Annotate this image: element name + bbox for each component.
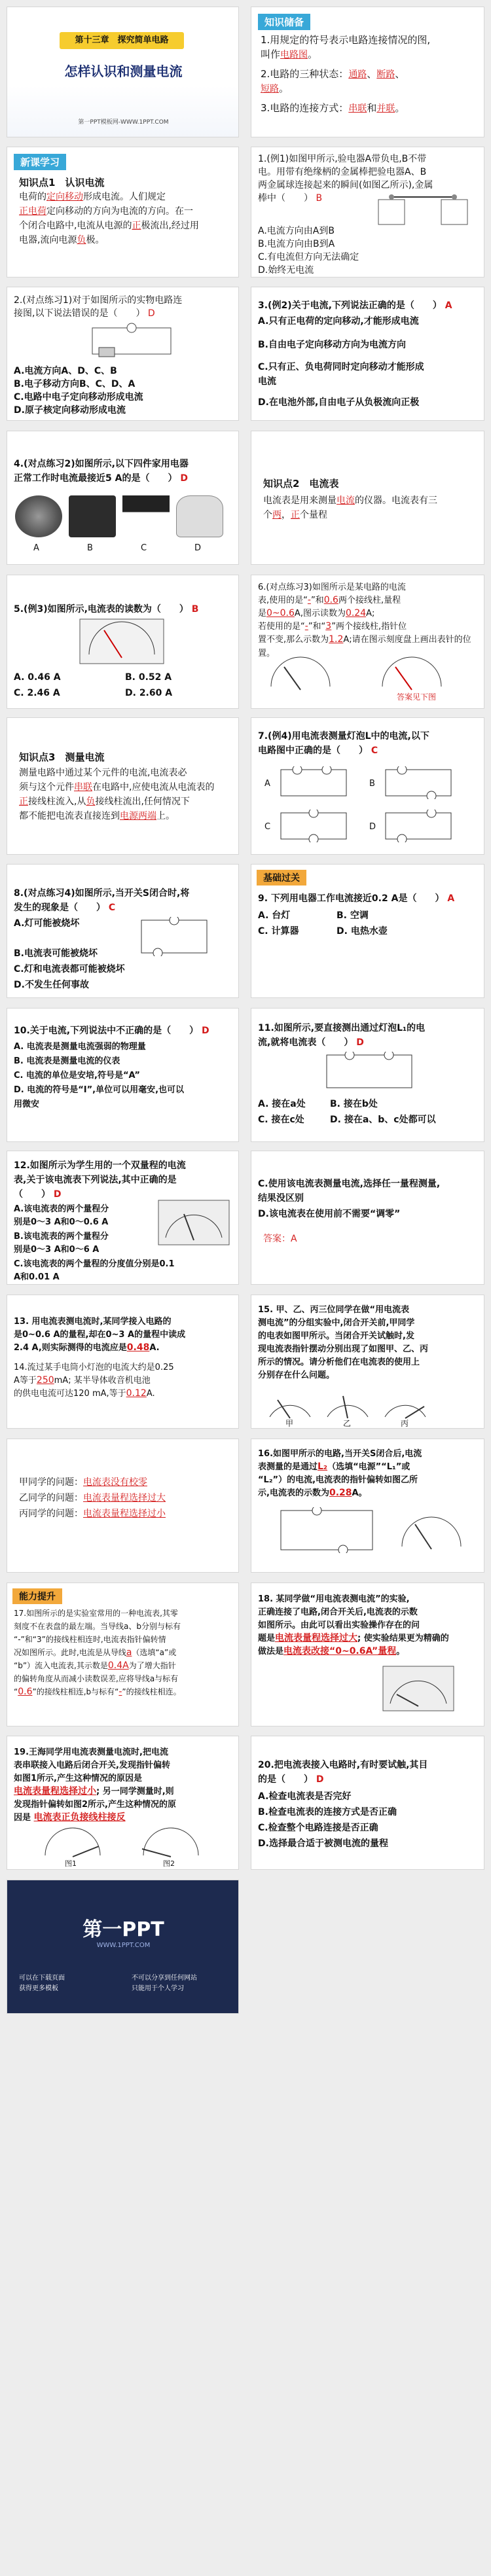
example-2-slide — [7, 287, 239, 421]
ex11-option-c: C. 接在c处 — [258, 1115, 304, 1125]
kp3-line-2: 须与这个元件串联在电路中,应使电流从电流表的 — [19, 782, 215, 793]
ex11-option-d: D. 接在a、b、c处都可以 — [330, 1115, 436, 1125]
example-4-slide — [7, 431, 239, 565]
ex15-line-3: 的电表如图甲所示。当闭合开关试触时,发 — [258, 1331, 414, 1341]
ex4-label-b: B — [87, 543, 93, 553]
ex12-option-b-cont: 别是0～3 A和0～6 A — [14, 1245, 100, 1255]
ex12-option-a: A.该电流表的两个量程分 — [14, 1204, 109, 1214]
ammeter-figure — [382, 1666, 454, 1711]
ex7-label-d: D — [369, 822, 376, 832]
chapter-label: 第十三章 探究简单电路 — [60, 32, 184, 49]
ex4-label-d: D — [194, 543, 202, 553]
ex15-line-2: 测电流”的分组实验中,闭合开关前,甲同学 — [258, 1318, 415, 1328]
ex4-label-a: A — [33, 543, 39, 553]
ex6-line-3: 是0~0.6A,图示读数为0.24A; — [258, 608, 375, 618]
ex1-stem-4: 棒中（ ） B — [258, 193, 323, 204]
ex10-option-d: D. 电流的符号是“I”,单位可以用毫安,也可以 — [14, 1085, 185, 1095]
section-tag: 能力提升 — [12, 1588, 62, 1604]
end-line-2: 获得更多模板 — [19, 1985, 58, 1992]
ex5-option-d: D. 2.60 A — [125, 688, 173, 698]
example-10-slide — [7, 1008, 239, 1142]
ex15-line-1: 15. 甲、乙、丙三位同学在做“用电流表 — [258, 1305, 410, 1315]
ex15b-line-1: 甲同学的问题：电流表没有校零 — [19, 1477, 147, 1488]
ex16-line-4: 示,电流表的示数为0.28A。 — [258, 1488, 367, 1498]
ex15-label-yi: 乙 — [343, 1419, 352, 1428]
ex9-option-d: D. 电热水壶 — [336, 926, 388, 937]
ns-line-1: 电荷的定向移动形成电流。人们规定 — [19, 192, 166, 202]
ability-line-5: “b”）流入电流表,其示数是0.4A为了增大指针 — [14, 1660, 176, 1671]
ex12-stem-3: （ ） D — [14, 1189, 62, 1200]
ex15-line-6: 分别存在什么问题。 — [258, 1370, 335, 1380]
ex10-stem: 10.关于电流,下列说法中不正确的是（ ） D — [14, 1026, 209, 1036]
ex3-option-a: A.只有正电荷的定向移动,才能形成电流 — [258, 316, 419, 327]
ex18-line-4: 题是电流表量程选择过大; 使实验结果更为精确的 — [258, 1633, 449, 1643]
kp2-line-1: 电流表是用来测量电流的仪器。电流表有三 — [263, 495, 437, 506]
ex10-option-a: A. 电流表是测量电流强弱的物理量 — [14, 1042, 146, 1052]
circuit-figure — [86, 321, 184, 361]
ks-line-5: 3.电路的连接方式：串联和并联。 — [261, 102, 405, 114]
ex6-line-1: 6.(对点练习3)如图所示是某电路的电流 — [258, 582, 406, 592]
ex6-line-2: 表,使用的是“-”和0.6两个接线柱,量程 — [258, 595, 401, 605]
ex19-line-4: 电流表量程选择过小; 另一同学测量时,则 — [14, 1786, 174, 1797]
kp3-heading: 知识点3 测量电流 — [19, 751, 105, 763]
ex1-stem-1: 1.(例1)如图甲所示,验电器A带负电,B不带 — [258, 154, 427, 164]
ammeter-jia — [264, 1387, 316, 1421]
ex5-option-b: B. 0.52 A — [125, 672, 172, 683]
ex12-option-b: B.该电流表的两个量程分 — [14, 1232, 109, 1242]
ex8-option-c: C.灯和电流表都可能被烧坏 — [14, 964, 125, 975]
example-11-slide — [251, 1008, 484, 1142]
ex19-fig2-label: 图2 — [163, 1859, 175, 1868]
ex7-label-a: A — [264, 779, 270, 789]
example-15-slide — [251, 1295, 484, 1429]
example-20-slide — [251, 1736, 484, 1870]
ex10-option-c: C. 电流的单位是安培,符号是“A” — [14, 1071, 140, 1081]
ex3-option-c: C.只有正、负电荷同时定向移动才能形成 — [258, 362, 424, 372]
ex13-line-3: 2.4 A,则实际测得的电流应是0.48A. — [14, 1342, 160, 1353]
ex1-option-b: B.电流方向由B到A — [258, 239, 335, 249]
ex2-option-d: D.原子核定向移动形成电流 — [14, 405, 126, 416]
ex13-line-1: 13. 用电流表测电流时,某同学接入电路的 — [14, 1317, 172, 1327]
ks-line-1: 1.用规定的符号表示电路连接情况的图, — [261, 34, 431, 46]
ex12-option-a-cont: 别是0～3 A和0～0.6 A — [14, 1217, 109, 1227]
ex14-line-1: 14.流过某手电筒小灯泡的电流大约是0.25 — [14, 1363, 174, 1372]
ex18-line-3: 如图所示。由此可以看出实验操作存在的问 — [258, 1620, 420, 1630]
appliance-rice-cooker-icon — [176, 495, 223, 537]
ex19-line-2: 表串联接入电路后闭合开关,发现指针偏转 — [14, 1761, 170, 1770]
knowledge-store-slide — [251, 7, 484, 137]
ability-line-4: 况如图所示。此时,电流是从导线a（选填“a”或 — [14, 1647, 177, 1658]
ability-slide — [7, 1583, 239, 1726]
kp3-line-3: 正接线柱流入,从负接线柱流出,任何情况下 — [19, 796, 190, 807]
ns-line-4: 电器,流向电源负极。 — [19, 235, 105, 245]
ex8-stem-2: 发生的现象是（ ） C — [14, 903, 116, 913]
ability-line-1: 17.如图所示的是实验室常用的一种电流表,其零 — [14, 1609, 178, 1618]
ex14-line-3: 的供电电流可达120 mA,等于0.12A. — [14, 1388, 155, 1399]
electroscope-figure — [376, 193, 474, 230]
circuit-option-c — [278, 810, 350, 842]
ex12b-option-c: C.使用该电流表测量电流,选择任一量程测量, — [258, 1179, 441, 1189]
example-7-slide — [251, 717, 484, 855]
ns-line-3: 个闭合电路中,电流从电源的正极流出,经过用 — [19, 221, 199, 231]
ex9-stem: 9. 下列用电器工作电流接近0.2 A是（ ） A — [258, 893, 455, 904]
ns-line-2: 正电荷定向移动的方向为电流的方向。在一 — [19, 206, 193, 217]
ex5-option-c: C. 2.46 A — [14, 688, 60, 698]
ex19-line-1: 19.王海同学用电流表测量电流时,把电流 — [14, 1747, 168, 1757]
ex2-stem-2: 接图,以下说法错误的是（ ） D — [14, 308, 155, 319]
ammeter-figure — [79, 618, 164, 664]
example-6-slide — [251, 575, 484, 709]
ex3-option-b: B.自由电子定向移动方向为电流方向 — [258, 340, 406, 350]
example-12-slide — [7, 1151, 239, 1285]
example-8-slide — [7, 864, 239, 998]
example-5-slide — [7, 575, 239, 709]
ex4-stem-1: 4.(对点练习2)如图所示,以下四件家用电器 — [14, 459, 189, 469]
ex18-line-1: 18. 某同学做“用电流表测电流”的实验, — [258, 1594, 410, 1604]
ability-line-6: 的偏转角度从而减小读数误差,应将导线a与标有 — [14, 1674, 179, 1683]
ex3-stem: 3.(例2)关于电流,下列说法正确的是（ ） A — [258, 300, 452, 311]
ex16-line-3: “L₂”）的电流,电流表的指针偏转如图乙所 — [258, 1475, 418, 1485]
ex6-line-4: 若使用的是“-”和“3”两个接线柱,指针位 — [258, 621, 407, 632]
ex4-label-c: C — [141, 543, 147, 553]
ex2-stem-1: 2.(对点练习1)对于如图所示的实物电路连 — [14, 295, 183, 306]
ammeter-figure — [395, 1507, 467, 1553]
brand-logo: 第一PPT — [82, 1918, 164, 1941]
ex1-option-a: A.电流方向由A到B — [258, 226, 335, 236]
ex7-stem-2: 电路图中正确的是（ ） C — [258, 745, 378, 756]
ex15b-line-3: 丙同学的问题：电流表量程选择过小 — [19, 1509, 166, 1519]
circuit-figure — [278, 1507, 376, 1553]
end-line-3: 不可以分享到任何网站 — [132, 1975, 197, 1982]
ex6-answer-note: 答案见下图 — [397, 692, 437, 702]
ammeter-figure — [158, 1200, 230, 1245]
ex9-option-b: B. 空调 — [336, 910, 369, 921]
ex1-option-c: C.有电流但方向无法确定 — [258, 252, 359, 262]
meter-row — [264, 1387, 431, 1421]
brand-url: WWW.1PPT.COM — [96, 1942, 151, 1949]
kp3-line-1: 测量电路中通过某个元件的电流,电流表必 — [19, 768, 187, 778]
ex3-option-c-cont: 电流 — [258, 376, 276, 387]
circuit-option-b — [382, 766, 454, 799]
ammeter-bing — [380, 1387, 431, 1421]
circuit-figure — [138, 917, 210, 956]
ex8-option-d: D.不发生任何事故 — [14, 980, 89, 990]
ex11-option-b: B. 接在b处 — [330, 1099, 378, 1109]
section-tag: 知识储备 — [258, 14, 310, 30]
circuit-figure — [323, 1052, 415, 1091]
ex12b-option-c-cont: 结果没区别 — [258, 1193, 304, 1204]
ex2-option-b: B.电子移动方向B、C、D、A — [14, 379, 136, 389]
basic-slide — [251, 864, 484, 998]
end-line-1: 可以在下载页面 — [19, 1975, 65, 1982]
ks-line-2: 叫作电路图。 — [261, 48, 318, 60]
ex18-line-5: 做法是电流表改接“0~0.6A”量程。 — [258, 1646, 405, 1656]
kp2-heading: 知识点2 电流表 — [263, 478, 339, 490]
example-16-slide — [251, 1439, 484, 1573]
ammeter-yi — [322, 1387, 373, 1421]
ex20-option-a: A.检查电流表是否完好 — [258, 1791, 352, 1802]
ex3-option-d: D.在电池外部,自由电子从负极流向正极 — [258, 397, 420, 408]
end-line-4: 只能用于个人学习 — [132, 1985, 184, 1992]
ex19-fig1-label: 图1 — [65, 1859, 77, 1868]
appliance-row — [15, 495, 223, 537]
appliance-lamp-icon — [122, 495, 170, 537]
ex1-stem-3: 两金属球连接起来的瞬间(如图乙所示),金属 — [258, 180, 433, 190]
ex5-option-a: A. 0.46 A — [14, 672, 61, 683]
ability-line-2: 刻度不在表盘的最左端。当导线a、b分别与标有 — [14, 1622, 181, 1631]
ex15-line-4: 现电流表指针摆动分别出现了如图甲、乙、丙 — [258, 1344, 429, 1354]
ex19-line-6: 因是 电流表正负接线柱接反 — [14, 1812, 126, 1823]
ex2-option-a: A.电流方向A、D、C、B — [14, 366, 117, 376]
main-title: 怎样认识和测量电流 — [64, 63, 183, 79]
heading: 知识点1 认识电流 — [19, 177, 105, 188]
ammeter-figure-1 — [40, 1827, 105, 1859]
ex7-stem-1: 7.(例4)用电流表测量灯泡L中的电流,以下 — [258, 731, 429, 742]
ex11-stem-1: 11.如图所示,要直接测出通过灯泡L₁的电 — [258, 1023, 426, 1033]
ex16-line-2: 表测量的是通过L₂（选填“电源”“L₁”或 — [258, 1461, 410, 1472]
ex8-stem-1: 8.(对点练习4)如图所示,当开关S闭合时,将 — [14, 888, 190, 899]
example-18-slide — [251, 1583, 484, 1726]
ex10-option-d-cont: 用微安 — [14, 1100, 40, 1109]
end-slide — [7, 1880, 239, 2014]
example-13-14-slide — [7, 1295, 239, 1429]
circuit-option-d — [382, 810, 454, 842]
section-tag: 基础过关 — [257, 870, 306, 885]
ex10-option-b: B. 电流表是测量电流的仪表 — [14, 1056, 120, 1066]
example-12b-slide — [251, 1151, 484, 1285]
ex1-option-d: D.始终无电流 — [258, 265, 314, 276]
ex14-line-2: A等于250mA; 某半导体收音机电池 — [14, 1375, 151, 1386]
ex12b-answer: 答案：A — [263, 1234, 297, 1244]
ex19-line-3: 如图1所示,产生这种情况的原因是 — [14, 1774, 142, 1783]
ks-line-4: 短路。 — [261, 82, 289, 94]
ex7-label-c: C — [264, 822, 271, 832]
example-3-slide — [251, 287, 484, 421]
knowledge-point-3-slide — [7, 717, 239, 855]
ammeter-figure-2 — [138, 1827, 204, 1859]
ex12-option-c-cont: A和0.01 A — [14, 1272, 60, 1282]
ex8-option-b: B.电流表可能被烧坏 — [14, 948, 98, 959]
ex19-line-5: 发现指针偏转如图2所示,产生这种情况的原 — [14, 1800, 176, 1810]
new-study-slide — [7, 147, 239, 277]
appliance-fan-icon — [15, 495, 62, 537]
ex15-label-jia: 甲 — [285, 1419, 294, 1428]
ex11-option-a: A. 接在a处 — [258, 1099, 306, 1109]
example-15b-slide — [7, 1439, 239, 1573]
example-19-slide — [7, 1736, 239, 1870]
ex8-option-a: A.灯可能被烧坏 — [14, 918, 80, 929]
example-1-slide — [251, 147, 484, 277]
ex20-option-c: C.检查整个电路连接是否正确 — [258, 1823, 378, 1833]
ability-line-7: “0.6”的接线柱相连,b与标有“-”的接线柱相连。 — [14, 1687, 181, 1697]
ex16-line-1: 16.如图甲所示的电路,当开关S闭合后,电流 — [258, 1449, 422, 1459]
ex12-stem-2: 表,关于该电流表下列说法,其中正确的是 — [14, 1175, 177, 1185]
ex15-label-bing: 丙 — [401, 1419, 409, 1428]
ability-line-3: “-”和“3”的接线柱相连时,电流表指针偏转情 — [14, 1635, 166, 1644]
ex2-option-c: C.电路中电子定向移动形成电流 — [14, 392, 143, 402]
ex20-stem-1: 20.把电流表接入电路时,有时要试触,其目 — [258, 1760, 428, 1770]
ex20-option-b: B.检查电流表的连接方式是否正确 — [258, 1807, 397, 1817]
ex6-line-5: 置不变,那么示数为1.2A;请在图示刻度盘上画出表针的位置。 — [258, 634, 471, 658]
ex13-line-2: 是0~0.6 A的量程,却在0~3 A的量程中读成 — [14, 1330, 186, 1340]
kp3-line-4: 都不能把电流表直接连到电源两端上。 — [19, 811, 175, 821]
ex20-stem-2: 的是（ ） D — [258, 1774, 324, 1785]
ex1-stem-2: 电。用带有绝缘柄的金属棒把验电器A、B — [258, 167, 427, 177]
ex11-stem-2: 流,就将电流表（ ） D — [258, 1037, 364, 1048]
ex5-stem: 5.(例3)如图所示,电流表的读数为（ ） B — [14, 604, 199, 615]
ex12-stem-1: 12.如图所示为学生用的一个双量程的电流 — [14, 1160, 186, 1171]
ex12-option-c: C.该电流表的两个量程的分度值分别是0.1 — [14, 1259, 175, 1269]
ks-line-3: 2.电路的三种状态：通路、断路、 — [261, 68, 405, 80]
title-slide — [7, 7, 239, 137]
ammeter-figure-left — [264, 654, 336, 693]
ex7-label-b: B — [369, 779, 375, 789]
ammeter-figure-right — [376, 654, 448, 693]
knowledge-point-2-slide — [251, 431, 484, 565]
ex9-option-a: A. 台灯 — [258, 910, 291, 921]
ex4-stem-2: 正常工作时电流最接近5 A的是（ ） D — [14, 473, 188, 484]
section-tag: 新课学习 — [14, 154, 66, 170]
ex20-option-d: D.选择最合适于被测电流的量程 — [258, 1838, 388, 1849]
brand-line: 第一PPT模板网-WWW.1PPT.COM — [78, 119, 169, 126]
ex15b-line-2: 乙同学的问题：电流表量程选择过大 — [19, 1493, 166, 1503]
ex18-line-2: 正确连接了电路,闭合开关后,电流表的示数 — [258, 1607, 418, 1617]
ex15-line-5: 所示的情况。请分析他们在电流表的使用上 — [258, 1357, 420, 1367]
ex12b-option-d: D.该电流表在使用前不需要“调零” — [258, 1209, 401, 1219]
appliance-laptop-icon — [69, 495, 116, 537]
kp2-line-2: 个两，正个量程 — [263, 510, 327, 520]
circuit-option-a — [278, 766, 350, 799]
ex9-option-c: C. 计算器 — [258, 926, 299, 937]
